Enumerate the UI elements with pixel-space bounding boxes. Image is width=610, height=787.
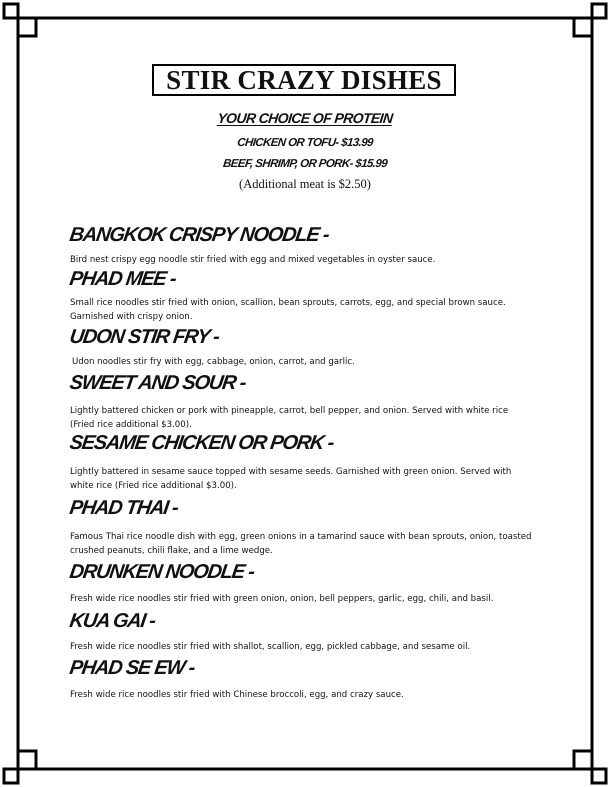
- corner-ornament-icon: [574, 4, 606, 36]
- dish-name: SWEET AND SOUR -: [68, 372, 247, 394]
- protein-heading: YOUR CHOICE OF PROTEIN: [216, 110, 394, 126]
- dish-description: Lightly battered in sesame sauce topped with sesame seeds. Garnished with green onion. Served with white rice (Fried rice additional $3.00).: [70, 467, 512, 491]
- page-title: STIR CRAZY DISHES: [152, 64, 456, 96]
- dish-name: KUA GAI -: [68, 610, 157, 632]
- dish-description: Small rice noodles stir fried with onion, scallion, bean sprouts, carrots, egg, and special brown sauce. Garnished with crispy onion.: [70, 298, 506, 322]
- corner-ornament-icon: [574, 751, 606, 783]
- dish-name: PHAD SE EW -: [68, 657, 196, 679]
- dish-name: BANGKOK CRISPY NOODLE -: [68, 224, 330, 246]
- dish-name: DRUNKEN NOODLE -: [68, 561, 256, 583]
- dish-description: Udon noodles stir fry with egg, cabbage, onion, carrot, and garlic.: [72, 357, 355, 367]
- dish-name: PHAD MEE -: [68, 268, 178, 290]
- dish-description: Fresh wide rice noodles stir fried with Chinese broccoli, egg, and crazy sauce.: [70, 690, 404, 700]
- dish-description: Fresh wide rice noodles stir fried with green onion, onion, bell peppers, garlic, egg, chili, and basil.: [70, 594, 494, 604]
- dish-name: PHAD THAI -: [68, 497, 180, 519]
- dish-description: Fresh wide rice noodles stir fried with shallot, scallion, egg, pickled cabbage, and sesame oil.: [70, 642, 471, 652]
- dish-description: Lightly battered chicken or pork with pineapple, carrot, bell pepper, and onion. Served with white rice (Fried rice additional $3.00).: [70, 406, 509, 430]
- protein-option-beef-shrimp-pork: BEEF, SHRIMP, OR PORK- $15.99: [222, 158, 388, 170]
- dish-description: Famous Thai rice noodle dish with egg, green onions in a tamarind sauce with bean sprouts, onion, toasted crushed peanuts, chili flake, and a lime wedge.: [70, 532, 532, 556]
- corner-ornament-icon: [4, 751, 36, 783]
- additional-meat-note: (Additional meat is $2.50): [239, 177, 371, 191]
- dish-name: UDON STIR FRY -: [68, 326, 221, 348]
- corner-ornament-icon: [4, 4, 36, 36]
- protein-option-chicken-tofu: CHICKEN OR TOFU- $13.99: [236, 137, 374, 149]
- dish-name: SESAME CHICKEN OR PORK -: [68, 432, 335, 454]
- dish-description: Bird nest crispy egg noodle stir fried with egg and mixed vegetables in oyster sauce.: [70, 255, 436, 265]
